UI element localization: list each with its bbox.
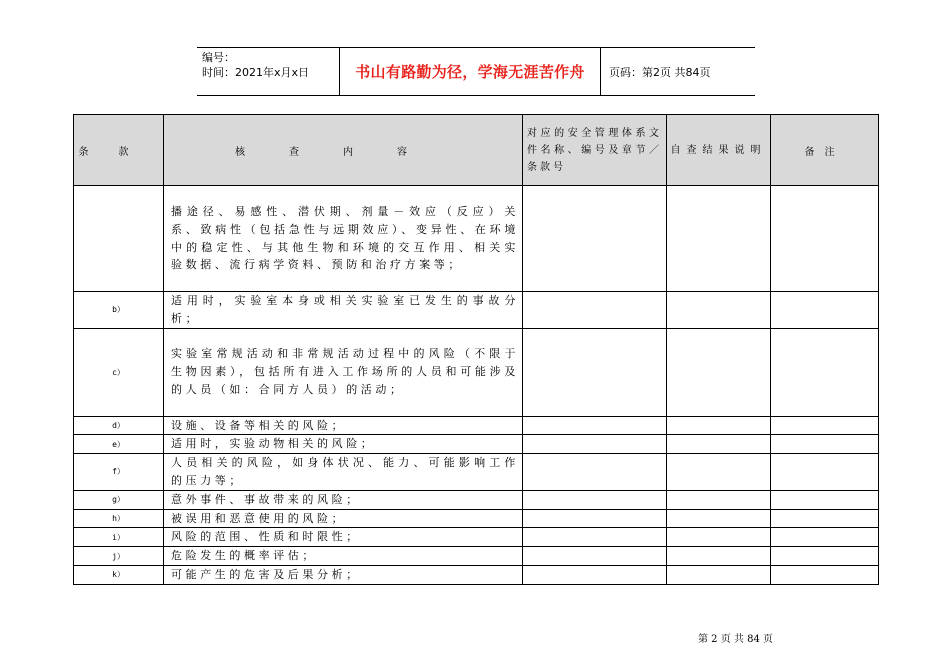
row-content: 设施、设备等相关的风险；	[164, 416, 523, 435]
row-content: 风险的范围、性质和时限性；	[164, 528, 523, 547]
self-check-cell[interactable]	[667, 490, 771, 509]
col-header-clause: 条款	[74, 115, 164, 186]
row-content: 适用时，实验动物相关的风险；	[164, 435, 523, 454]
row-content: 危险发生的概率评估；	[164, 547, 523, 566]
remark-cell[interactable]	[771, 186, 879, 292]
table-row	[74, 435, 879, 454]
self-check-cell[interactable]	[667, 186, 771, 292]
header-page-code: 页码：第2页 共84页	[609, 65, 711, 79]
table-row	[74, 328, 879, 416]
doc-cell[interactable]	[523, 490, 667, 509]
self-check-cell[interactable]	[667, 509, 771, 528]
number-label: 编号：	[202, 51, 235, 64]
row-label: g）	[74, 490, 164, 509]
col-header-remark: 备注	[771, 115, 879, 186]
remark-cell[interactable]	[771, 328, 879, 416]
page-footer: 第 2 页 共 84 页	[698, 634, 773, 645]
self-check-cell[interactable]	[667, 528, 771, 547]
row-label: i）	[74, 528, 164, 547]
doc-cell[interactable]	[523, 509, 667, 528]
row-content: 意外事件、事故带来的风险；	[164, 490, 523, 509]
remark-cell[interactable]	[771, 490, 879, 509]
table-row	[74, 509, 879, 528]
row-content: 实验室常规活动和非常规活动过程中的风险（不限于生物因素），包括所有进入工作场所的人员和可能涉及的人员（如：合同方人员）的活动；	[164, 328, 523, 416]
self-check-cell[interactable]	[667, 416, 771, 435]
self-check-cell[interactable]	[667, 565, 771, 584]
remark-cell[interactable]	[771, 435, 879, 454]
doc-cell[interactable]	[523, 328, 667, 416]
table-row	[74, 547, 879, 566]
self-check-cell[interactable]	[667, 328, 771, 416]
self-check-cell[interactable]	[667, 547, 771, 566]
row-content: 人员相关的风险，如身体状况、能力、可能影响工作的压力等；	[164, 454, 523, 491]
doc-cell[interactable]	[523, 186, 667, 292]
doc-cell[interactable]	[523, 565, 667, 584]
doc-cell[interactable]	[523, 454, 667, 491]
remark-cell[interactable]	[771, 454, 879, 491]
doc-cell[interactable]	[523, 435, 667, 454]
header-motto: 书山有路勤为径，学海无涯苦作舟	[339, 48, 601, 95]
table-body	[74, 186, 879, 585]
row-content: 播途径、易感性、潜伏期、剂量－效应（反应）关系、致病性（包括急性与远期效应）、变异性、在环境中的稳定性、与其他生物和环境的交互作用、相关实验数据、流行病学资料、预防和治疗方案等；	[164, 186, 523, 292]
checklist-table	[73, 114, 879, 585]
table-row	[74, 416, 879, 435]
remark-cell[interactable]	[771, 509, 879, 528]
row-label	[74, 186, 164, 292]
row-label: k）	[74, 565, 164, 584]
time-label: 时间：2021年x月x日	[202, 66, 310, 79]
table-row	[74, 528, 879, 547]
table-row	[74, 454, 879, 491]
remark-cell[interactable]	[771, 565, 879, 584]
self-check-cell[interactable]	[667, 435, 771, 454]
remark-cell[interactable]	[771, 547, 879, 566]
row-label: j）	[74, 547, 164, 566]
row-label: f）	[74, 454, 164, 491]
row-label: d）	[74, 416, 164, 435]
table-header-row	[74, 115, 879, 186]
remark-cell[interactable]	[771, 528, 879, 547]
col-header-self-check: 自查结果说明	[667, 115, 771, 186]
table-row	[74, 565, 879, 584]
doc-cell[interactable]	[523, 292, 667, 329]
row-content: 被误用和恶意使用的风险；	[164, 509, 523, 528]
col-header-doc: 对应的安全管理体系文件名称、编号及章节／条款号	[523, 115, 667, 186]
doc-cell[interactable]	[523, 547, 667, 566]
table-row	[74, 490, 879, 509]
doc-cell[interactable]	[523, 528, 667, 547]
row-label: b）	[74, 292, 164, 329]
table-row	[74, 292, 879, 329]
row-label: h）	[74, 509, 164, 528]
header-meta	[197, 48, 339, 95]
document-header	[197, 47, 755, 96]
row-content: 可能产生的危害及后果分析；	[164, 565, 523, 584]
row-content: 适用时，实验室本身或相关实验室已发生的事故分析；	[164, 292, 523, 329]
table-row	[74, 186, 879, 292]
self-check-cell[interactable]	[667, 454, 771, 491]
col-header-content: 核查内容	[164, 115, 523, 186]
row-label: c）	[74, 328, 164, 416]
row-label: e）	[74, 435, 164, 454]
remark-cell[interactable]	[771, 292, 879, 329]
doc-cell[interactable]	[523, 416, 667, 435]
self-check-cell[interactable]	[667, 292, 771, 329]
remark-cell[interactable]	[771, 416, 879, 435]
